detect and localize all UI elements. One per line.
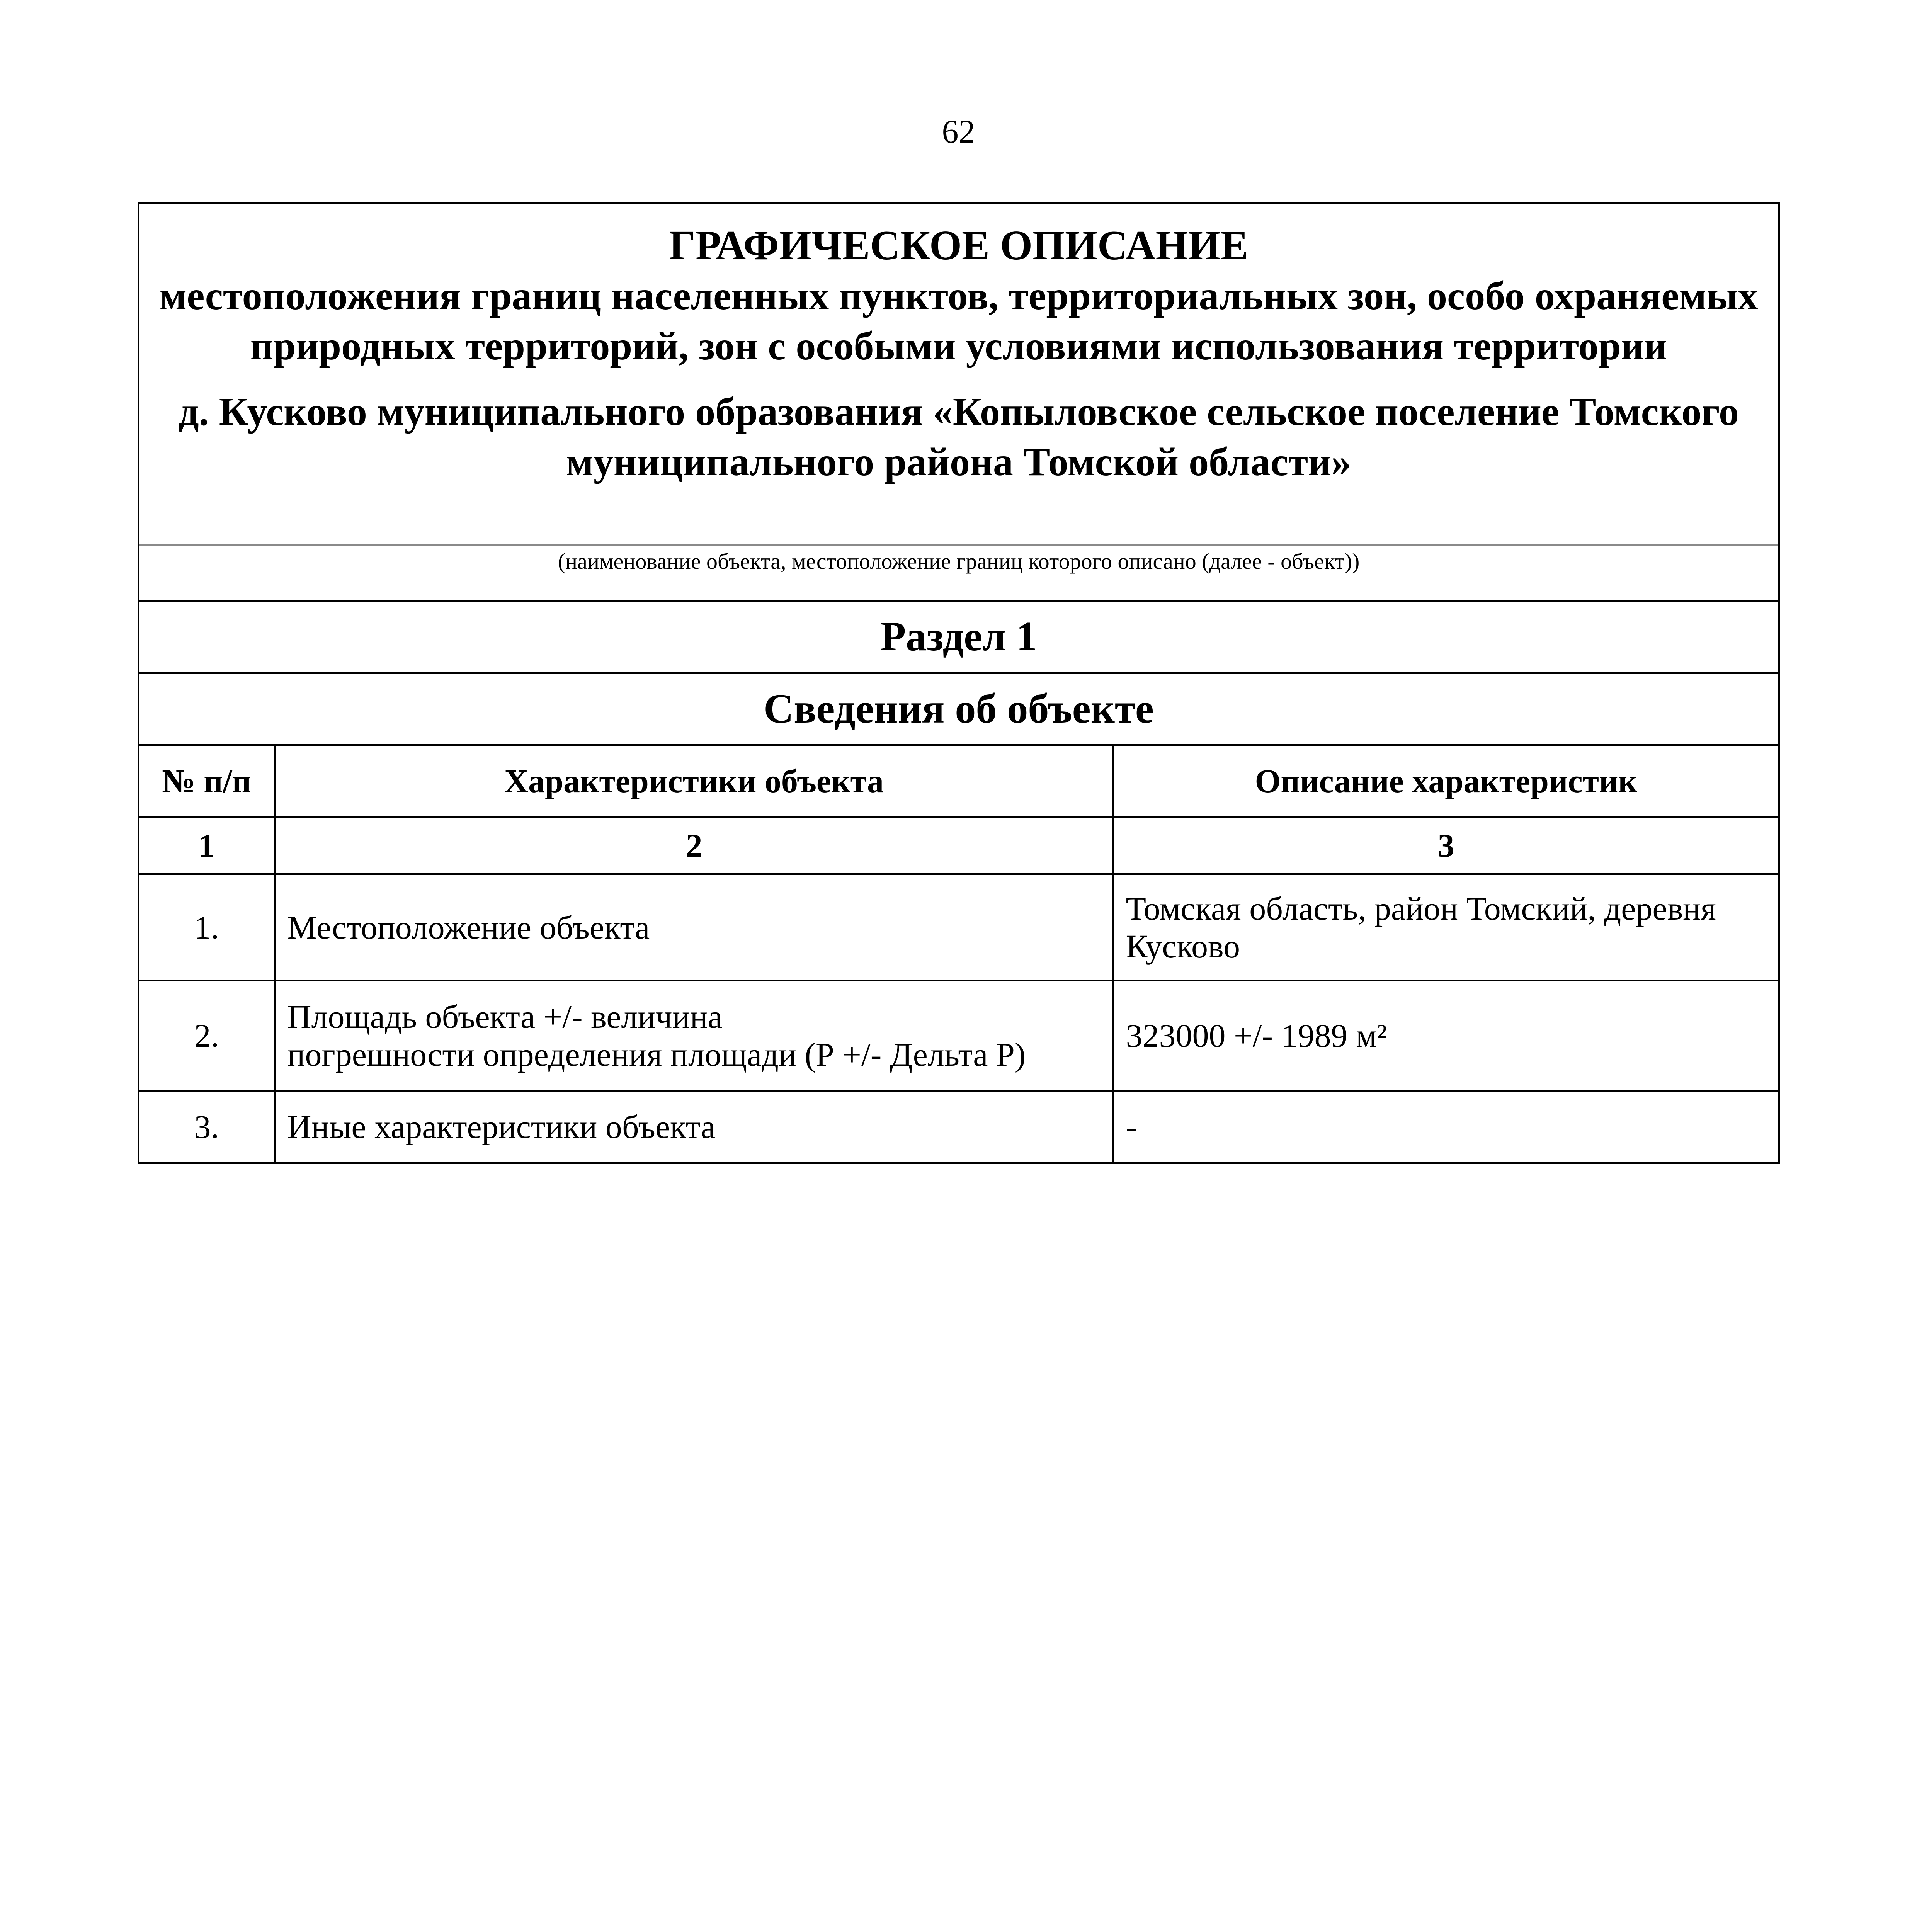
row-characteristic: Иные характеристики объекта [275, 1090, 1113, 1162]
row-number: 1. [139, 874, 275, 980]
object-info-table [139, 746, 1778, 1162]
row-characteristic [275, 980, 1113, 1090]
table-row [139, 1090, 1778, 1162]
row-description: - [1113, 1090, 1778, 1162]
row-description: Томская область, район Томский, деревня Кусково [1113, 874, 1778, 980]
row-characteristic: Местоположение объекта [275, 874, 1113, 980]
table-header-row [139, 746, 1778, 817]
column-number: 1 [139, 817, 275, 874]
column-number: 2 [275, 817, 1113, 874]
column-header: Описание характеристик [1113, 746, 1778, 817]
section-label: Раздел 1 [139, 602, 1778, 674]
row-description: 323000 +/- 1989 м² [1113, 980, 1778, 1090]
table-row [139, 874, 1778, 980]
column-header: № п/п [162, 762, 252, 800]
column-number: 3 [1113, 817, 1778, 874]
object-caption: (наименование объекта, местоположение границ которого описано (далее - объект)) [139, 546, 1778, 602]
table-row [139, 980, 1778, 1090]
page-number: 62 [942, 113, 975, 150]
column-header: Характеристики объекта [275, 746, 1113, 817]
document-header [139, 204, 1778, 546]
document-subtitle: местоположения границ населенных пунктов, территориальных зон, особо охраняемых природных территорий, зон с особыми условиями использования территории [159, 274, 1758, 368]
document-table [138, 202, 1780, 1164]
section-title: Сведения об объекте [139, 674, 1778, 746]
document-title: ГРАФИЧЕСКОЕ ОПИСАНИЕ [669, 223, 1249, 269]
row-number: 2. [139, 980, 275, 1090]
object-name: д. Кусково муниципального образования «Копыловское сельское поселение Томского муниципального района Томской области» [179, 389, 1739, 484]
row-number: 3. [139, 1090, 275, 1162]
row-characteristic-line: Площадь объекта +/- величина [287, 998, 723, 1035]
row-characteristic-line: погрешности определения площади (Р +/- Дельта Р) [287, 1036, 1026, 1073]
column-number-row [139, 817, 1778, 874]
